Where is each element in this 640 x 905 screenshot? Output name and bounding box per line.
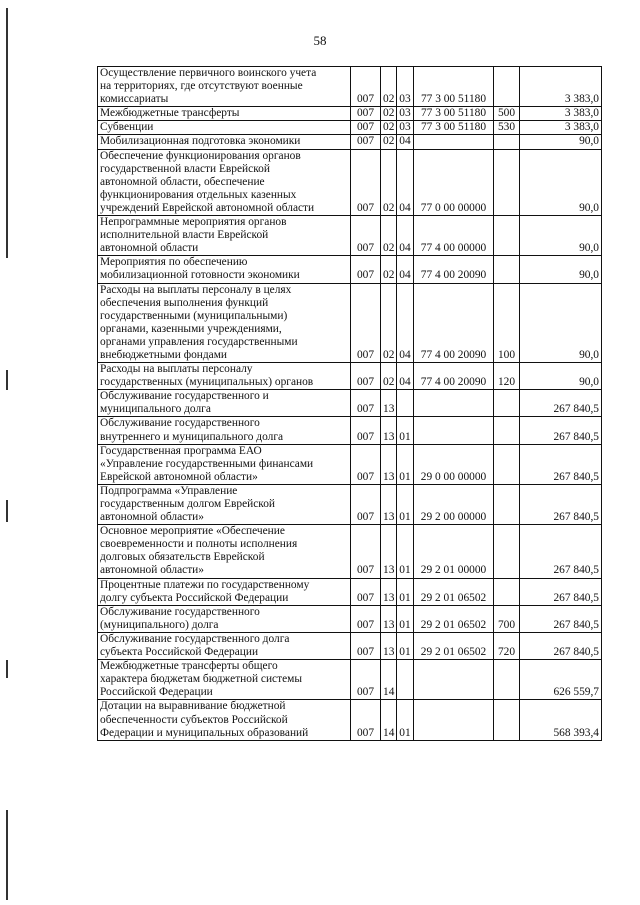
table-row	[98, 660, 602, 700]
row-amount: 3 383,0	[520, 67, 602, 107]
row-target-article-code: 77 3 00 51180	[414, 121, 494, 135]
row-item-name	[98, 256, 351, 283]
row-target-article-code: 29 2 01 06502	[414, 605, 494, 632]
row-expense-type-code: 100	[494, 283, 520, 363]
row-expense-type-code	[494, 216, 520, 256]
row-expense-type-code	[494, 417, 520, 444]
row-expense-type-code	[494, 700, 520, 740]
row-item-name-line: обеспечения выполнения функций	[100, 296, 269, 309]
row-admin-code: 007	[351, 578, 381, 605]
row-item-name-line: на территориях, где отсутствуют военные	[100, 80, 303, 93]
row-admin-code: 007	[351, 700, 381, 740]
row-section-code: 13	[381, 484, 397, 524]
row-item-name	[98, 149, 351, 215]
row-target-article-code: 29 2 00 00000	[414, 484, 494, 524]
row-admin-code: 007	[351, 216, 381, 256]
row-item-name-line: государственных (муниципальных) органов	[100, 376, 314, 389]
row-expense-type-code	[494, 149, 520, 215]
row-item-name-line: Еврейской автономной области»	[100, 470, 258, 483]
row-amount: 267 840,5	[520, 578, 602, 605]
row-admin-code: 007	[351, 444, 381, 484]
budget-table	[97, 66, 602, 741]
row-item-name	[98, 525, 351, 578]
table-row	[98, 283, 602, 363]
row-item-name-line: функционирования отдельных казенных	[100, 188, 297, 201]
row-item-name-line: государственной власти Еврейской	[100, 162, 270, 175]
row-item-name-line: долговых обязательств Еврейской	[100, 551, 265, 564]
row-item-name	[98, 67, 351, 107]
row-admin-code: 007	[351, 283, 381, 363]
row-section-code: 13	[381, 525, 397, 578]
row-target-article-code	[414, 700, 494, 740]
row-item-name-line: Межбюджетные трансферты общего	[100, 660, 278, 673]
row-target-article-code: 77 0 00 00000	[414, 149, 494, 215]
row-section-code: 14	[381, 700, 397, 740]
row-target-article-code: 29 2 01 00000	[414, 525, 494, 578]
row-item-name	[98, 484, 351, 524]
row-item-name-line: муниципального долга	[100, 403, 211, 416]
row-section-code: 02	[381, 135, 397, 149]
row-subsection-code: 01	[397, 605, 414, 632]
row-amount: 626 559,7	[520, 660, 602, 700]
row-subsection-code: 04	[397, 216, 414, 256]
table-row	[98, 67, 602, 107]
table-row	[98, 363, 602, 390]
row-item-name	[98, 135, 351, 149]
row-subsection-code: 01	[397, 632, 414, 659]
row-admin-code: 007	[351, 605, 381, 632]
row-item-name-line: Федерации и муниципальных образований	[100, 726, 309, 739]
row-section-code: 02	[381, 283, 397, 363]
row-admin-code: 007	[351, 363, 381, 390]
table-row	[98, 107, 602, 121]
row-target-article-code: 77 3 00 51180	[414, 107, 494, 121]
row-expense-type-code	[494, 484, 520, 524]
row-item-name-line: Основное мероприятие «Обеспечение	[100, 525, 285, 538]
row-item-name-line: мобилизационной готовности экономики	[100, 269, 300, 282]
row-admin-code: 007	[351, 484, 381, 524]
table-row	[98, 149, 602, 215]
row-item-name-line: Осуществление первичного воинского учета	[100, 67, 317, 79]
row-item-name-line: органами управления государственными	[100, 335, 298, 348]
row-expense-type-code: 720	[494, 632, 520, 659]
row-section-code: 13	[381, 417, 397, 444]
row-item-name	[98, 660, 351, 700]
row-item-name-line: характера бюджетам бюджетной системы	[100, 673, 303, 686]
row-target-article-code	[414, 417, 494, 444]
row-target-article-code: 77 4 00 20090	[414, 256, 494, 283]
row-amount: 90,0	[520, 256, 602, 283]
row-amount: 90,0	[520, 363, 602, 390]
row-item-name-line: Процентные платежи по государственному	[100, 578, 310, 591]
row-subsection-code: 03	[397, 107, 414, 121]
row-target-article-code: 29 2 01 06502	[414, 578, 494, 605]
scan-binding-edge	[0, 0, 14, 905]
table-row	[98, 484, 602, 524]
table-row	[98, 444, 602, 484]
row-item-name-line: автономной области»	[100, 511, 204, 524]
row-target-article-code	[414, 135, 494, 149]
row-expense-type-code	[494, 67, 520, 107]
row-item-name-line: Российской Федерации	[100, 686, 213, 699]
row-item-name-line: Обслуживание государственного и	[100, 390, 269, 403]
row-expense-type-code	[494, 256, 520, 283]
row-expense-type-code: 530	[494, 121, 520, 135]
row-subsection-code: 01	[397, 484, 414, 524]
row-subsection-code: 01	[397, 700, 414, 740]
row-item-name-line: Обслуживание государственного	[100, 417, 260, 430]
row-item-name-line: автономной области, обеспечение	[100, 175, 265, 188]
table-row	[98, 578, 602, 605]
row-item-name-line: Субвенции	[100, 121, 154, 134]
row-item-name	[98, 578, 351, 605]
row-subsection-code: 01	[397, 444, 414, 484]
row-amount: 3 383,0	[520, 107, 602, 121]
row-subsection-code: 04	[397, 363, 414, 390]
row-target-article-code: 29 0 00 00000	[414, 444, 494, 484]
row-item-name-line: Государственная программа ЕАО	[100, 444, 262, 457]
row-admin-code: 007	[351, 525, 381, 578]
row-admin-code: 007	[351, 256, 381, 283]
row-section-code: 13	[381, 578, 397, 605]
row-item-name-line: внутреннего и муниципального долга	[100, 430, 284, 443]
row-section-code: 02	[381, 216, 397, 256]
row-subsection-code: 03	[397, 121, 414, 135]
row-amount: 267 840,5	[520, 390, 602, 417]
table-row	[98, 135, 602, 149]
row-subsection-code: 01	[397, 578, 414, 605]
row-item-name	[98, 363, 351, 390]
row-target-article-code	[414, 660, 494, 700]
row-section-code: 02	[381, 67, 397, 107]
row-amount: 267 840,5	[520, 605, 602, 632]
row-expense-type-code	[494, 525, 520, 578]
budget-table-body	[98, 67, 602, 741]
row-section-code: 02	[381, 363, 397, 390]
row-admin-code: 007	[351, 107, 381, 121]
row-section-code: 02	[381, 107, 397, 121]
row-item-name-line: обеспеченности субъектов Российской	[100, 713, 288, 726]
row-admin-code: 007	[351, 632, 381, 659]
row-amount: 90,0	[520, 216, 602, 256]
row-section-code: 13	[381, 444, 397, 484]
table-row	[98, 256, 602, 283]
row-item-name-line: Межбюджетные трансферты	[100, 107, 240, 120]
row-item-name	[98, 417, 351, 444]
row-target-article-code: 77 4 00 20090	[414, 363, 494, 390]
row-section-code: 02	[381, 256, 397, 283]
row-item-name-line: органами, казенными учреждениями,	[100, 322, 282, 335]
row-item-name-line: автономной области	[100, 242, 199, 255]
row-amount: 267 840,5	[520, 525, 602, 578]
row-expense-type-code	[494, 578, 520, 605]
row-subsection-code	[397, 660, 414, 700]
table-row	[98, 525, 602, 578]
row-expense-type-code	[494, 390, 520, 417]
row-expense-type-code	[494, 444, 520, 484]
table-row	[98, 417, 602, 444]
row-item-name-line: (муниципального) долга	[100, 618, 219, 631]
row-expense-type-code: 500	[494, 107, 520, 121]
row-admin-code: 007	[351, 149, 381, 215]
row-expense-type-code	[494, 660, 520, 700]
row-subsection-code: 04	[397, 149, 414, 215]
row-target-article-code: 77 3 00 51180	[414, 67, 494, 107]
row-admin-code: 007	[351, 390, 381, 417]
row-item-name-line: Расходы на выплаты персоналу в целях	[100, 283, 292, 296]
row-item-name-line: внебюджетными фондами	[100, 348, 228, 361]
row-admin-code: 007	[351, 417, 381, 444]
row-item-name	[98, 121, 351, 135]
row-subsection-code: 04	[397, 256, 414, 283]
row-amount: 3 383,0	[520, 121, 602, 135]
row-section-code: 02	[381, 149, 397, 215]
row-item-name-line: Обслуживание государственного долга	[100, 632, 290, 645]
row-section-code: 13	[381, 390, 397, 417]
row-admin-code: 007	[351, 135, 381, 149]
row-target-article-code: 29 2 01 06502	[414, 632, 494, 659]
row-expense-type-code: 700	[494, 605, 520, 632]
row-item-name	[98, 700, 351, 740]
row-item-name-line: Обслуживание государственного	[100, 605, 260, 618]
row-subsection-code: 01	[397, 417, 414, 444]
row-item-name	[98, 632, 351, 659]
row-item-name-line: Подпрограмма «Управление	[100, 484, 238, 497]
row-subsection-code: 01	[397, 525, 414, 578]
row-admin-code: 007	[351, 121, 381, 135]
row-section-code: 14	[381, 660, 397, 700]
row-subsection-code	[397, 390, 414, 417]
table-row	[98, 121, 602, 135]
row-admin-code: 007	[351, 660, 381, 700]
table-row	[98, 216, 602, 256]
row-amount: 90,0	[520, 149, 602, 215]
row-item-name	[98, 216, 351, 256]
row-admin-code: 007	[351, 67, 381, 107]
row-item-name-line: Дотации на выравнивание бюджетной	[100, 700, 286, 713]
row-amount: 267 840,5	[520, 417, 602, 444]
row-item-name-line: государственным долгом Еврейской	[100, 498, 276, 510]
row-expense-type-code	[494, 135, 520, 149]
row-section-code: 02	[381, 121, 397, 135]
row-item-name-line: комиссариаты	[100, 93, 169, 106]
table-row	[98, 632, 602, 659]
row-amount: 267 840,5	[520, 484, 602, 524]
row-section-code: 13	[381, 605, 397, 632]
row-target-article-code: 77 4 00 00000	[414, 216, 494, 256]
page-number: 58	[313, 33, 327, 48]
table-row	[98, 700, 602, 740]
table-row	[98, 390, 602, 417]
row-amount: 267 840,5	[520, 632, 602, 659]
row-amount: 568 393,4	[520, 700, 602, 740]
row-subsection-code: 03	[397, 67, 414, 107]
row-item-name-line: Обеспечение функционирования органов	[100, 149, 301, 162]
row-amount: 90,0	[520, 283, 602, 363]
row-subsection-code: 04	[397, 135, 414, 149]
row-item-name	[98, 390, 351, 417]
row-item-name-line: Непрограммные мероприятия органов	[100, 216, 287, 229]
row-amount: 90,0	[520, 135, 602, 149]
row-item-name-line: долгу субъекта Российской Федерации	[100, 591, 289, 604]
row-subsection-code: 04	[397, 283, 414, 363]
row-target-article-code: 77 4 00 20090	[414, 283, 494, 363]
row-item-name-line: учреждений Еврейской автономной области	[100, 201, 315, 214]
row-amount: 267 840,5	[520, 444, 602, 484]
row-expense-type-code: 120	[494, 363, 520, 390]
row-target-article-code	[414, 390, 494, 417]
row-item-name-line: Мобилизационная подготовка экономики	[100, 135, 301, 148]
row-item-name-line: Мероприятия по обеспечению	[100, 256, 248, 269]
row-item-name-line: своевременности и полноты исполнения	[100, 538, 298, 551]
row-item-name	[98, 605, 351, 632]
row-item-name-line: субъекта Российской Федерации	[100, 646, 259, 659]
row-item-name-line: Расходы на выплаты персоналу	[100, 363, 253, 376]
row-item-name	[98, 444, 351, 484]
row-item-name	[98, 283, 351, 363]
row-item-name-line: государственными (муниципальными)	[100, 309, 288, 322]
row-item-name	[98, 107, 351, 121]
row-item-name-line: исполнительной власти Еврейской	[100, 229, 269, 242]
row-item-name-line: автономной области»	[100, 564, 204, 577]
row-item-name-line: «Управление государственными финансами	[100, 457, 314, 470]
row-section-code: 13	[381, 632, 397, 659]
table-row	[98, 605, 602, 632]
